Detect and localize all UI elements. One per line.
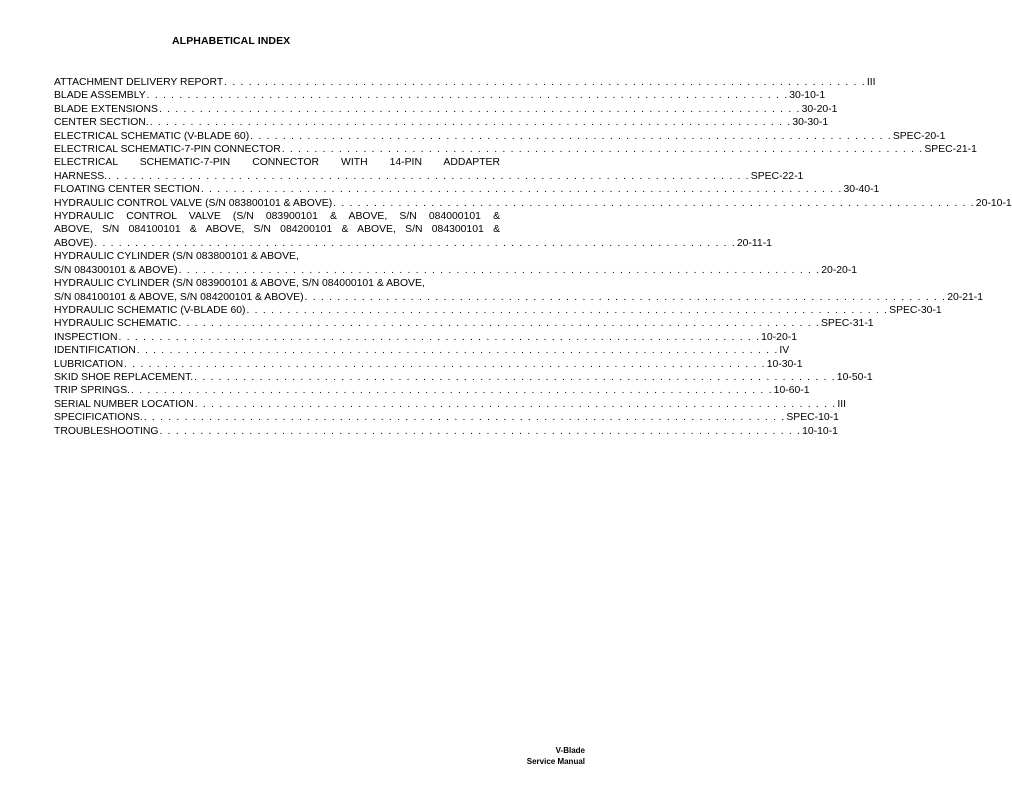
dot-leader: . . . . . . . . . . . . . . . . . . . . . . . . . . . . . . . . . . . . . . . . . . . . . . . . . . . . . . . . . . . . . . . . . . . . . . . . . . . . . . .	[159, 425, 802, 437]
index-entry-label: SERIAL NUMBER LOCATION	[54, 398, 194, 410]
dot-leader: . . . . . . . . . . . . . . . . . . . . . . . . . . . . . . . . . . . . . . . . . . . . . . . . . . . . . . . . . . . . . . . . . . . . . . . . . . . . . . .	[224, 77, 866, 88]
dot-leader: . . . . . . . . . . . . . . . . . . . . . . . . . . . . . . . . . . . . . . . . . . . . . . . . . . . . . . . . . . . . . . . . . . . . . . . . . . . . . . .	[304, 291, 947, 303]
dot-leader: . . . . . . . . . . . . . . . . . . . . . . . . . . . . . . . . . . . . . . . . . . . . . . . . . . . . . . . . . . . . . . . . . . . . . . . . . . . . . . .	[136, 345, 779, 357]
index-entry-page: SPEC-22-1	[750, 170, 804, 182]
index-entry	[54, 371, 873, 384]
index-entry-page: 20-10-1	[975, 197, 1012, 209]
dot-leader: . . . . . . . . . . . . . . . . . . . . . . . . . . . . . . . . . . . . . . . . . . . . . . . . . . . . . . . . . . . . . . . . . . . . . . . . . . . . . . .	[143, 412, 786, 424]
index-entry-label: INSPECTION	[54, 331, 118, 343]
dot-leader: . . . . . . . . . . . . . . . . . . . . . . . . . . . . . . . . . . . . . . . . . . . . . . . . . . . . . . . . . . . . . . . . . . . . . . . . . . . . . . .	[194, 371, 836, 383]
index-entry-page: IV	[779, 345, 790, 357]
index-entry-page: 10-20-1	[761, 331, 797, 343]
dot-leader: . . . . . . . . . . . . . . . . . . . . . . . . . . . . . . . . . . . . . . . . . . . . . . . . . . . . . . . . . . . . . . . . . . . . . . . . . . . . . . .	[118, 331, 761, 343]
index-entry	[54, 103, 838, 116]
dot-leader: . . . . . . . . . . . . . . . . . . . . . . . . . . . . . . . . . . . . . . . . . . . . . . . . . . . . . . . . . . . . . . . . . . . . . . . . . . . . . . .	[124, 358, 766, 370]
index-entry-page: SPEC-20-1	[892, 130, 946, 142]
index-entry-label: HYDRAULIC SCHEMATIC	[54, 318, 178, 330]
index-entry-page: 10-10-1	[802, 425, 838, 437]
index-entry	[54, 183, 880, 196]
index-entry-page: 10-50-1	[836, 371, 873, 383]
index-entry-page: III	[866, 77, 876, 88]
index-entry	[54, 358, 803, 371]
dot-leader: . . . . . . . . . . . . . . . . . . . . . . . . . . . . . . . . . . . . . . . . . . . . . . . . . . . . . . . . . . . . . . . . . . . . . . . . . . . . . . .	[178, 318, 820, 330]
dot-leader: . . . . . . . . . . . . . . . . . . . . . . . . . . . . . . . . . . . . . . . . . . . . . . . . . . . . . . . . . . . . . . . . . . . . . . . . . . . . . . .	[200, 184, 843, 196]
footer-manual: Service Manual	[526, 756, 585, 766]
index-entry-label: SKID SHOE REPLACEMENT.	[54, 371, 194, 383]
index-entry-page: 20-20-1	[821, 264, 858, 276]
index-entry	[54, 304, 942, 317]
index-entry-label: HARNESS.	[54, 170, 108, 182]
dot-leader: . . . . . . . . . . . . . . . . . . . . . . . . . . . . . . . . . . . . . . . . . . . . . . . . . . . . . . . . . . . . . . . . . . . . . . . . . . . . . . .	[158, 103, 801, 115]
index-entry	[54, 331, 797, 344]
index-entry-page: 10-60-1	[773, 385, 810, 397]
index-entry	[54, 76, 876, 89]
dot-leader: . . . . . . . . . . . . . . . . . . . . . . . . . . . . . . . . . . . . . . . . . . . . . . . . . . . . . . . . . . . . . . . . . . . . . . . . . . . . . . .	[94, 237, 736, 249]
index-entry	[54, 277, 984, 304]
index-entry	[54, 143, 977, 156]
index-entry	[54, 156, 804, 183]
index-entry-text: ELECTRICAL SCHEMATIC-7-PIN CONNECTOR WITH 14-PIN ADDAPTER	[54, 157, 500, 169]
dot-leader: . . . . . . . . . . . . . . . . . . . . . . . . . . . . . . . . . . . . . . . . . . . . . . . . . . . . . . . . . . . . . . . . . . . . . . . . . . . . . . .	[146, 90, 789, 102]
index-entry	[54, 210, 772, 250]
index-entry-label: CENTER SECTION.	[54, 117, 149, 129]
index-entry-label: S/N 084300101 & ABOVE)	[54, 264, 178, 276]
index-entry	[54, 197, 1012, 210]
index-entry-page: 30-30-1	[792, 117, 829, 129]
index-entry-label: ABOVE)	[54, 237, 94, 249]
index-entry-text: HYDRAULIC CYLINDER (S/N 083900101 & ABOVE, S/N 084000101 & ABOVE,	[54, 278, 425, 290]
index-entry-page: 30-20-1	[801, 103, 838, 115]
dot-leader: . . . . . . . . . . . . . . . . . . . . . . . . . . . . . . . . . . . . . . . . . . . . . . . . . . . . . . . . . . . . . . . . . . . . . . . . . . . . . . .	[281, 144, 924, 156]
dot-leader: . . . . . . . . . . . . . . . . . . . . . . . . . . . . . . . . . . . . . . . . . . . . . . . . . . . . . . . . . . . . . . . . . . . . . . . . . . . . . . .	[333, 197, 975, 209]
index-entry-page: III	[837, 398, 847, 410]
dot-leader: . . . . . . . . . . . . . . . . . . . . . . . . . . . . . . . . . . . . . . . . . . . . . . . . . . . . . . . . . . . . . . . . . . . . . . . . . . . . . . .	[250, 130, 892, 142]
page-footer	[527, 746, 585, 767]
index-entry-text: HYDRAULIC CYLINDER (S/N 083800101 & ABOVE,	[54, 251, 299, 263]
index-list	[54, 76, 1012, 438]
index-entry-label: HYDRAULIC CONTROL VALVE (S/N 083800101 & ABOVE)	[54, 197, 333, 209]
index-entry-label: LUBRICATION	[54, 358, 124, 370]
index-entry-page: 30-10-1	[789, 90, 826, 102]
index-entry	[54, 250, 858, 277]
dot-leader: . . . . . . . . . . . . . . . . . . . . . . . . . . . . . . . . . . . . . . . . . . . . . . . . . . . . . . . . . . . . . . . . . . . . . . . . . . . . . . .	[194, 398, 837, 410]
index-entry	[54, 130, 946, 143]
index-entry-label: ELECTRICAL SCHEMATIC (V-BLADE 60)	[54, 130, 250, 142]
index-entry	[54, 411, 839, 424]
dot-leader: . . . . . . . . . . . . . . . . . . . . . . . . . . . . . . . . . . . . . . . . . . . . . . . . . . . . . . . . . . . . . . . . . . . . . . . . . . . . . . .	[131, 385, 773, 397]
index-entry-label: SPECIFICATIONS.	[54, 412, 143, 424]
index-entry-text: ABOVE, S/N 084100101 & ABOVE, S/N 084200101 & ABOVE, S/N 084300101 &	[54, 224, 500, 236]
index-entry	[54, 398, 847, 411]
index-entry-label: TROUBLESHOOTING	[54, 425, 159, 437]
index-entry-label: S/N 084100101 & ABOVE, S/N 084200101 & ABOVE)	[54, 291, 304, 303]
index-entry-page: 30-40-1	[843, 184, 880, 196]
index-entry	[54, 425, 838, 438]
page-title: ALPHABETICAL INDEX	[172, 35, 291, 47]
dot-leader: . . . . . . . . . . . . . . . . . . . . . . . . . . . . . . . . . . . . . . . . . . . . . . . . . . . . . . . . . . . . . . . . . . . . . . . . . . . . . . .	[149, 117, 792, 129]
dot-leader: . . . . . . . . . . . . . . . . . . . . . . . . . . . . . . . . . . . . . . . . . . . . . . . . . . . . . . . . . . . . . . . . . . . . . . . . . . . . . . .	[108, 170, 750, 182]
index-entry-label: BLADE EXTENSIONS	[54, 103, 158, 115]
footer-product: V-Blade	[555, 746, 585, 755]
index-entry-label: HYDRAULIC SCHEMATIC (V-BLADE 60)	[54, 304, 246, 316]
index-entry-page: 10-30-1	[766, 358, 803, 370]
index-entry-label: ELECTRICAL SCHEMATIC-7-PIN CONNECTOR	[54, 144, 281, 156]
index-entry-label: ATTACHMENT DELIVERY REPORT	[54, 77, 224, 88]
index-entry-page: SPEC-21-1	[924, 144, 977, 156]
index-entry-label: TRIP SPRINGS.	[54, 385, 131, 397]
index-entry	[54, 116, 829, 129]
index-entry-page: SPEC-30-1	[889, 304, 942, 316]
index-entry-text: HYDRAULIC CONTROL VALVE (S/N 083900101 & ABOVE, S/N 084000101 &	[54, 211, 500, 223]
index-entry-label: IDENTIFICATION	[54, 345, 136, 357]
dot-leader: . . . . . . . . . . . . . . . . . . . . . . . . . . . . . . . . . . . . . . . . . . . . . . . . . . . . . . . . . . . . . . . . . . . . . . . . . . . . . . .	[178, 264, 821, 276]
index-entry	[54, 384, 810, 397]
index-entry	[54, 317, 874, 330]
index-entry-page: SPEC-10-1	[786, 412, 839, 424]
index-entry-label: FLOATING CENTER SECTION	[54, 184, 200, 196]
index-entry-label: BLADE ASSEMBLY	[54, 90, 146, 102]
index-entry-page: 20-21-1	[947, 291, 984, 303]
index-entry	[54, 344, 790, 357]
index-entry	[54, 89, 826, 102]
index-entry-page: SPEC-31-1	[821, 318, 874, 330]
index-entry-page: 20-11-1	[736, 237, 772, 249]
dot-leader: . . . . . . . . . . . . . . . . . . . . . . . . . . . . . . . . . . . . . . . . . . . . . . . . . . . . . . . . . . . . . . . . . . . . . . . . . . . . . . .	[246, 304, 889, 316]
